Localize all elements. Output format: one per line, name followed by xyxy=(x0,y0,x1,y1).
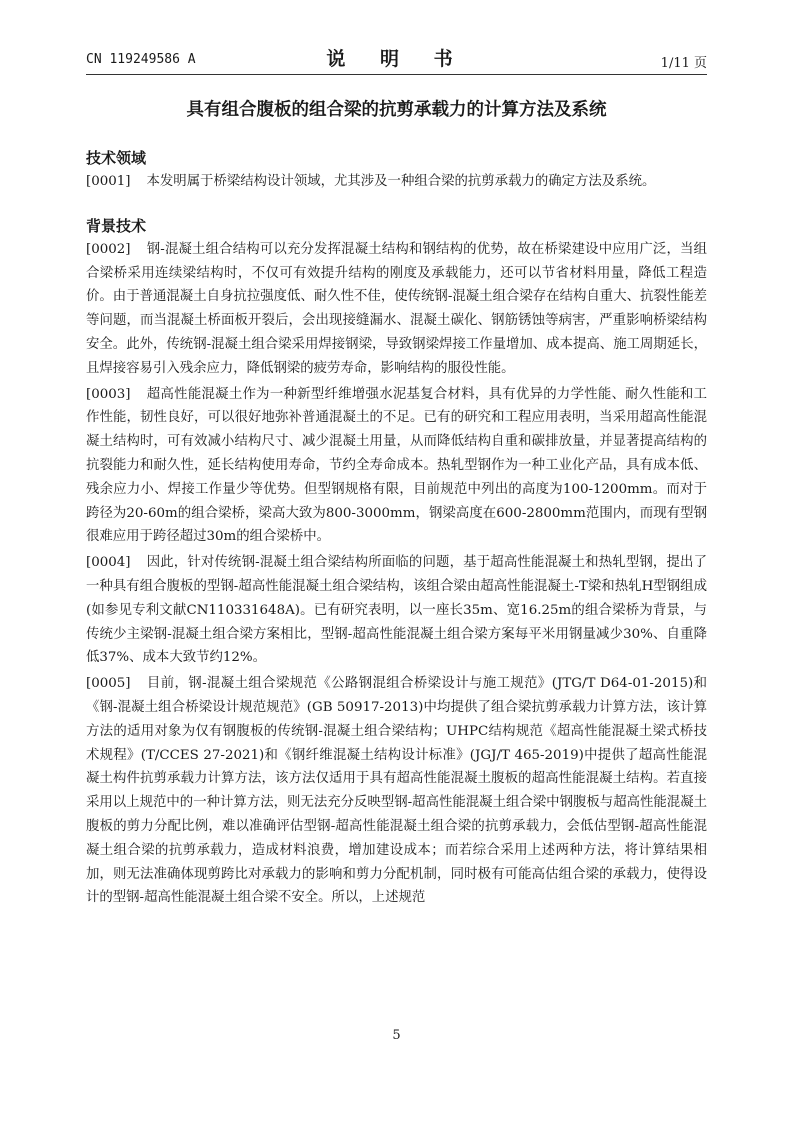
paragraph-number: [0005] xyxy=(86,676,131,692)
document-type: 说 明 书 xyxy=(326,48,467,70)
section-heading: 技术领域 xyxy=(86,149,147,167)
header-rule xyxy=(86,74,707,75)
paragraph-text: 本发明属于桥梁结构设计领域，尤其涉及一种组合梁的抗剪承载力的确定方法及系统。 xyxy=(146,174,656,189)
section-heading: 背景技术 xyxy=(86,216,147,235)
paragraph-number: [0004] xyxy=(86,555,131,571)
paragraph xyxy=(86,238,707,381)
paragraph-number: [0003] xyxy=(86,386,131,402)
paragraph-number: [0001] xyxy=(86,174,131,189)
section-technical-field xyxy=(86,146,707,194)
document-body xyxy=(86,146,707,912)
publication-number: CN 119249586 A xyxy=(86,52,196,67)
document-title: 具有组合腹板的组合梁的抗剪承载力的计算方法及系统 xyxy=(186,100,607,120)
page-header xyxy=(86,44,707,74)
paragraph xyxy=(86,672,707,910)
paragraph-text: 目前，钢-混凝土组合梁规范《公路钢混组合桥梁设计与施工规范》(JTG/T D64-01-2015)和《钢-混凝土组合桥梁设计规范规范》(GB 50917-2013)中均提供了组合梁抗剪承载力计算方法，该计算方法的适用对象为仅有钢腹板的传统钢-混凝土组合梁结构；UHPC结构规范《超高性能混凝土梁式桥技术规程》(T/CCES 27-2021)和《钢纤维混凝土结构设计标准》(JGJ/T 465-2019)中提供了超高性能混凝土构件抗剪承载力计算方法，该方法仅适用于具有超高性能混凝土腹板的超高性能混凝土结构。若直接采用以上规范中的一种计算方法，则无法充分反映型钢-超高性能混凝土组合梁中钢腹板与超高性能混凝土腹板的剪力分配比例，难以准确评估型钢-超高性能混凝土组合梁的抗剪承载力，会低估型钢-超高性能混凝土组合梁的抗剪承载力，造成材料浪费，增加建设成本；而若综合采用上述两种方法，将计算结果相加，则无法准确体现剪跨比对承载力的影响和剪力分配机制，同时极有可能高估组合梁的承载力，使得设计的型钢-超高性能混凝土组合梁不安全。所以，上述规范 xyxy=(86,676,707,906)
paragraph-text: 因此，针对传统钢-混凝土组合梁结构所面临的问题，基于超高性能混凝土和热轧型钢，提出了一种具有组合腹板的型钢-超高性能混凝土组合梁结构，该组合梁由超高性能混凝土-T梁和热轧H型钢组成(如参见专利文献CN110331648A)。已有研究表明，以一座长35m、宽16.25m的组合梁桥为背景，与传统少主梁钢-混凝土组合梁方案相比，型钢-超高性能混凝土组合梁方案每平米用钢量减少30%、自重降低37%、成本大致节约12%。 xyxy=(86,555,707,666)
paragraph xyxy=(86,551,707,670)
paragraph-text: 超高性能混凝土作为一种新型纤维增强水泥基复合材料，具有优异的力学性能、耐久性能和工作性能，韧性良好，可以很好地弥补普通混凝土的不足。已有的研究和工程应用表明，当采用超高性能混凝土结构时，可有效减小结构尺寸、减少混凝土用量，从而降低结构自重和碳排放量，并显著提高结构的抗裂能力和耐久性，延长结构使用寿命，节约全寿命成本。热轧型钢作为一种工业化产品，具有成本低、残余应力小、焊接工作量少等优势。但型钢规格有限，目前规范中列出的高度为100-1200mm。而对于跨径为20-60m的组合梁桥，梁高大致为800-3000mm，钢梁高度在600-2800mm范围内，而现有型钢很难应用于跨径超过30m的组合梁桥中。 xyxy=(86,386,707,545)
paragraph-text: 钢-混凝土组合结构可以充分发挥混凝土结构和钢结构的优势，故在桥梁建设中应用广泛，当组合梁桥采用连续梁结构时，不仅可有效提升结构的刚度及承载能力，还可以节省材料用量，降低工程造价。由于普通混凝土自身抗拉强度低、耐久性不佳，使传统钢-混凝土组合梁存在结构自重大、抗裂性能差等问题，而当混凝土桥面板开裂后，会出现接缝漏水、混凝土碳化、钢筋锈蚀等病害，严重影响桥梁结构安全。此外，传统钢-混凝土组合梁采用焊接钢梁，导致钢梁焊接工作量增加、成本提高、施工周期延长，且焊接容易引入残余应力，降低钢梁的疲劳寿命，影响结构的服役性能。 xyxy=(86,241,707,376)
paragraph-number: [0002] xyxy=(86,241,131,257)
section-background xyxy=(86,214,707,910)
paragraph xyxy=(86,170,707,194)
page-info: 1/11 页 xyxy=(660,56,707,71)
page-number: 5 xyxy=(392,1028,401,1043)
paragraph xyxy=(86,383,707,550)
